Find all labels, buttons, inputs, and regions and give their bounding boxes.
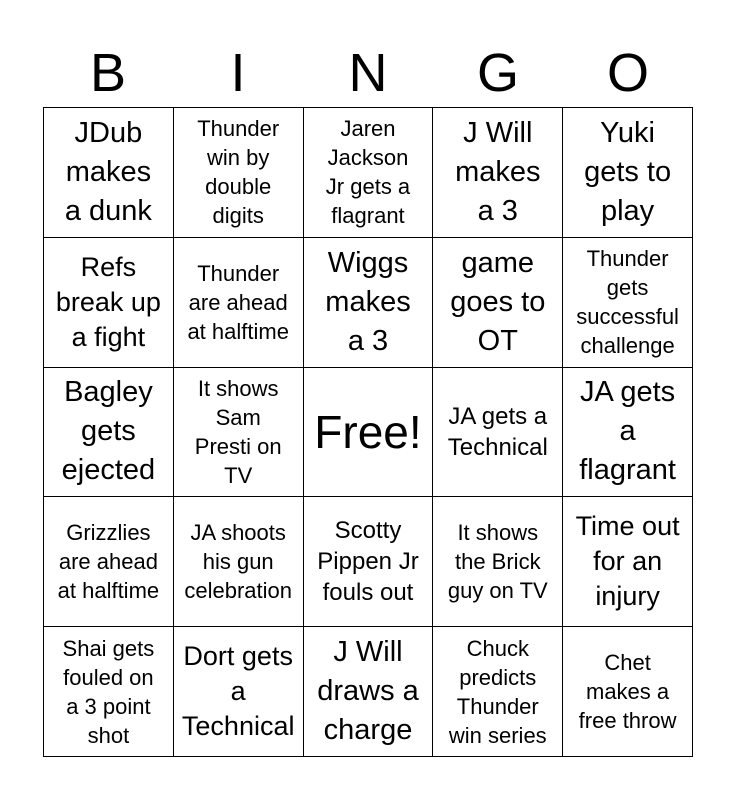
cell-text: Jaren Jackson Jr gets a flagrant xyxy=(325,116,411,229)
cell-text: JA gets a Technical xyxy=(447,402,548,461)
bingo-cell-r4-c5[interactable] xyxy=(563,497,693,627)
cell-text: Yuki gets to play xyxy=(584,116,672,227)
bingo-cell-r3-c5[interactable] xyxy=(563,368,693,498)
bingo-cell-r5-c1[interactable] xyxy=(44,627,174,757)
bingo-cell-r2-c5[interactable] xyxy=(563,238,693,368)
cell-text: Dort gets a Technical xyxy=(181,641,295,742)
header-letter-b: B xyxy=(89,43,127,103)
cell-text: It shows the Brick guy on TV xyxy=(447,520,548,604)
cell-text: Time out for an injury xyxy=(575,511,680,612)
cell-text: Thunder are ahead at halftime xyxy=(187,260,289,344)
bingo-cell-r1-c4[interactable] xyxy=(433,108,563,238)
header-letter-n: N xyxy=(348,43,388,103)
bingo-cell-r3-c2[interactable] xyxy=(174,368,304,498)
header-letter-i: I xyxy=(230,43,246,103)
cell-text: J Will makes a 3 xyxy=(455,116,541,227)
bingo-cell-r2-c1[interactable] xyxy=(44,238,174,368)
cell-text: Wiggs makes a 3 xyxy=(325,246,411,357)
cell-text: Refs break up a fight xyxy=(55,251,161,352)
cell-text: JA gets a flagrant xyxy=(579,376,676,487)
cell-text: Thunder win by double digits xyxy=(197,116,280,229)
cell-text: J Will draws a charge xyxy=(317,636,419,747)
bingo-cell-r5-c4[interactable] xyxy=(433,627,563,757)
bingo-cell-r3-c4[interactable] xyxy=(433,368,563,498)
bingo-cell-free-space[interactable] xyxy=(304,368,434,498)
bingo-cell-r1-c2[interactable] xyxy=(174,108,304,238)
bingo-cell-r1-c1[interactable] xyxy=(44,108,174,238)
bingo-cell-r3-c1[interactable] xyxy=(44,368,174,498)
cell-text: It shows Sam Presti on TV xyxy=(194,375,282,488)
cell-text: Shai gets fouled on a 3 point shot xyxy=(62,635,155,748)
bingo-cell-r4-c3[interactable] xyxy=(304,497,434,627)
cell-text: Thunder gets successful challenge xyxy=(576,246,679,359)
bingo-card-grid xyxy=(43,107,693,757)
bingo-cell-r2-c3[interactable] xyxy=(304,238,434,368)
bingo-cell-r2-c4[interactable] xyxy=(433,238,563,368)
cell-text: Chet makes a free throw xyxy=(578,650,677,734)
header-letter-g: G xyxy=(476,43,519,103)
bingo-header xyxy=(43,38,693,108)
cell-text: JA shoots his gun celebration xyxy=(184,520,293,604)
bingo-cell-r1-c5[interactable] xyxy=(563,108,693,238)
cell-text: JDub makes a dunk xyxy=(64,116,152,227)
header-letter-o: O xyxy=(606,43,649,103)
bingo-cell-r4-c1[interactable] xyxy=(44,497,174,627)
bingo-cell-r2-c2[interactable] xyxy=(174,238,304,368)
cell-text: game goes to OT xyxy=(450,246,546,357)
bingo-cell-r4-c2[interactable] xyxy=(174,497,304,627)
bingo-cell-r5-c5[interactable] xyxy=(563,627,693,757)
cell-text: Scotty Pippen Jr fouls out xyxy=(317,517,419,607)
cell-text: Grizzlies are ahead at halftime xyxy=(57,520,160,604)
cell-text: Chuck predicts Thunder win series xyxy=(448,635,547,748)
bingo-cell-r5-c2[interactable] xyxy=(174,627,304,757)
bingo-cell-r4-c4[interactable] xyxy=(433,497,563,627)
free-space-text: Free! xyxy=(314,405,422,458)
bingo-cell-r5-c3[interactable] xyxy=(304,627,434,757)
bingo-cell-r1-c3[interactable] xyxy=(304,108,434,238)
cell-text: Bagley gets ejected xyxy=(61,376,156,487)
